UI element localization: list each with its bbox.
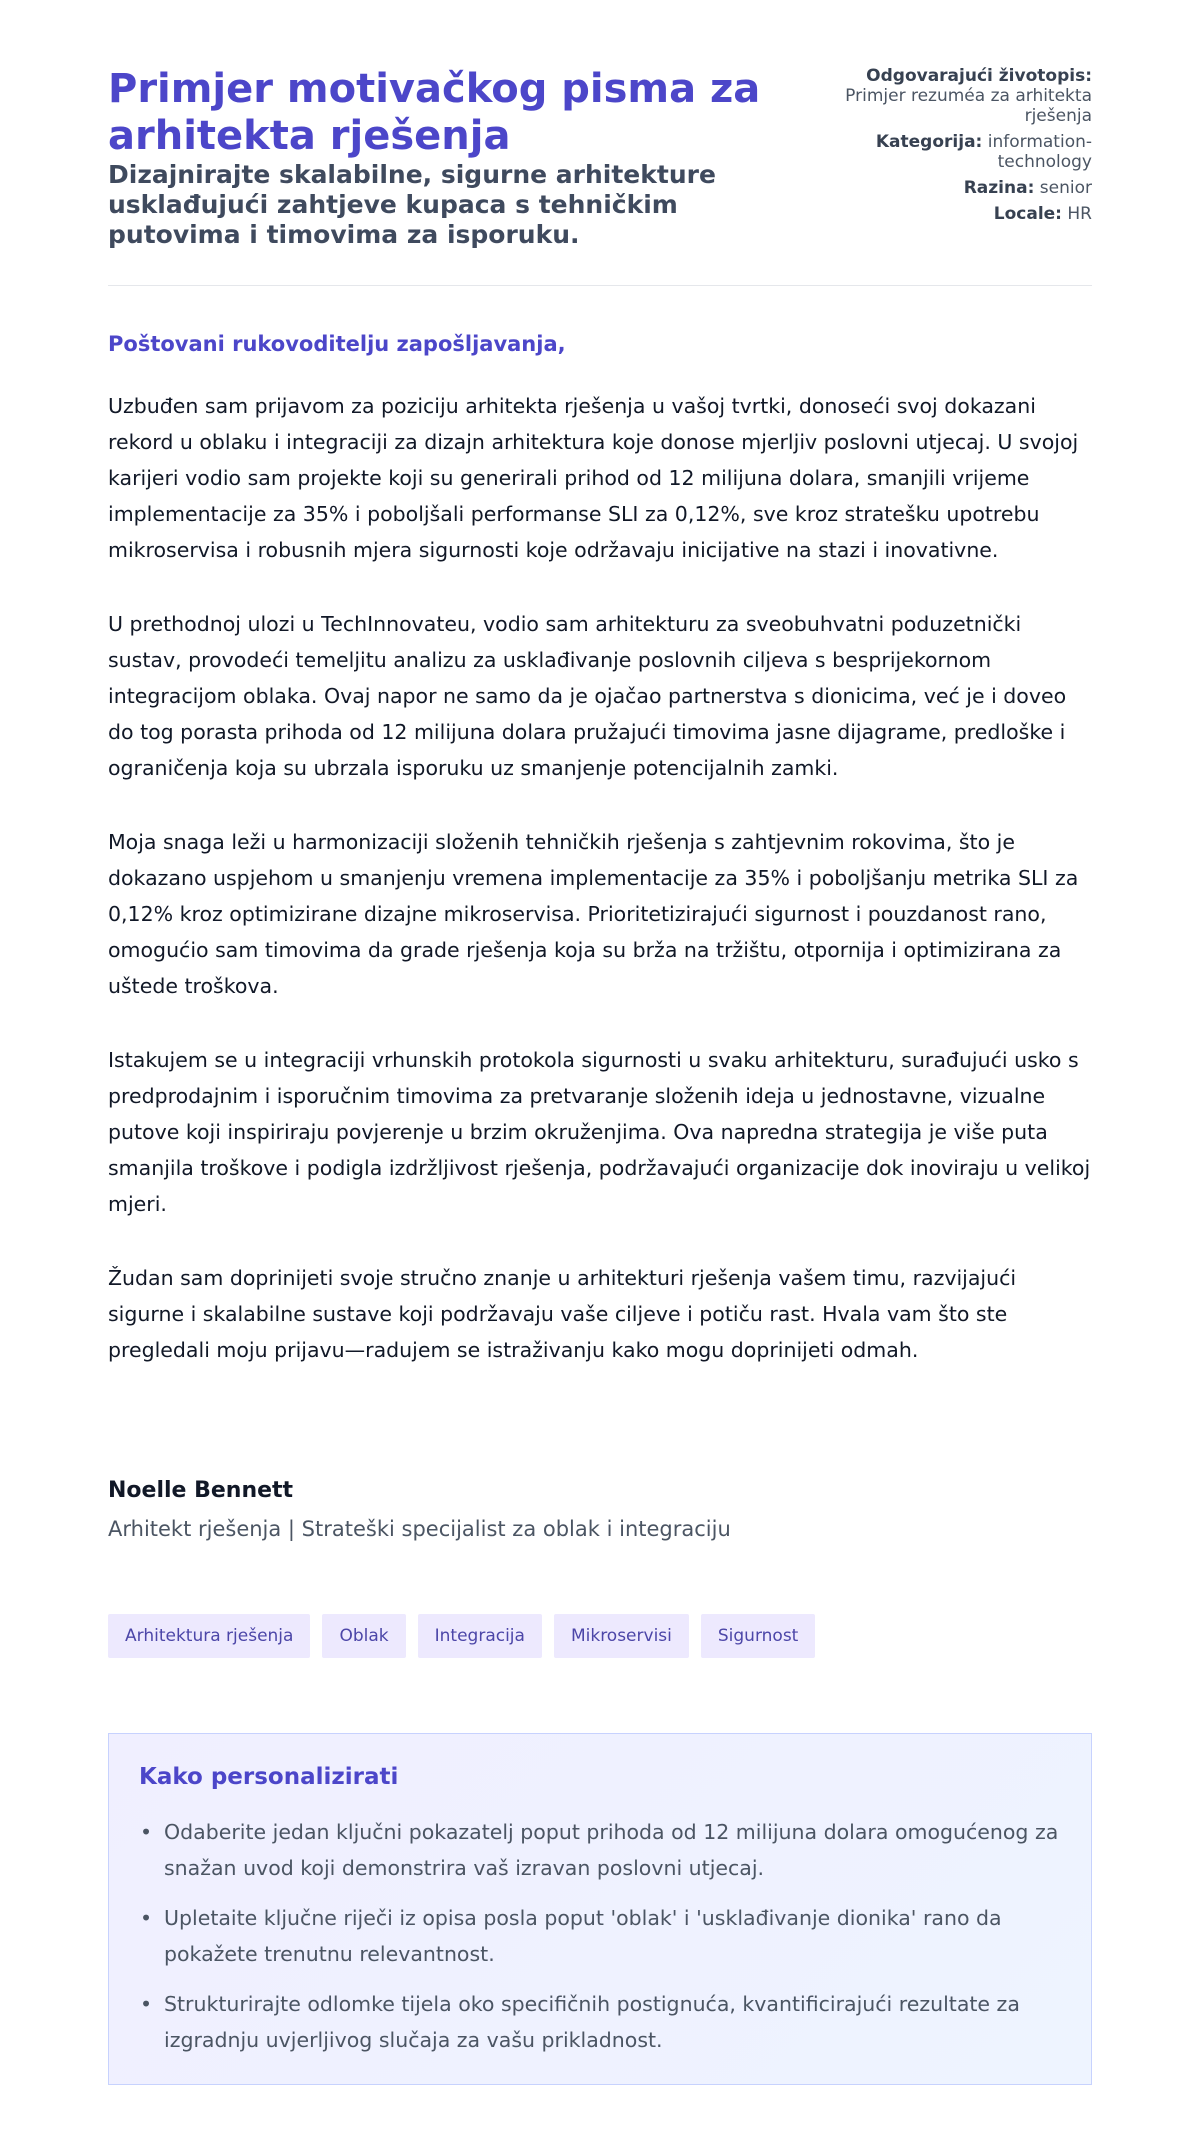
letter-paragraph: Moja snaga leži u harmonizaciji složenih tehničkih rješenja s zahtjevnim rokovima, što je dokazano uspjehom u smanjenju vremena implementacije za 35% i poboljšanju metrika SLI za 0,12% kroz optimizirane dizajne mikroservisa. Prioritetizirajući sigurnost i pouzdanost rano, omogućio sam timovima da grade rješenja koja su brža na tržištu, otpornija i optimizirana za uštede troškova. bbox=[108, 830, 1079, 998]
tag-mikroservisi[interactable]: Mikroservisi bbox=[554, 1614, 689, 1658]
signature-name: Noelle Bennett bbox=[108, 1478, 294, 1503]
meta-level-value: senior bbox=[1039, 178, 1092, 198]
meta-category bbox=[792, 132, 1092, 172]
tips-item: • Strukturirajte odlomke tijela oko specifičnih postignuća, kvantificirajući rezultate za izgradnju uvjerljivog slučaja za vašu prikladnost. bbox=[164, 1986, 1061, 2058]
letter-body bbox=[108, 388, 1092, 1406]
tag-oblak[interactable]: Oblak bbox=[322, 1614, 405, 1658]
meta-locale-value: HR bbox=[1067, 204, 1092, 224]
letter-greeting: Poštovani rukovoditelju zapošljavanja, bbox=[108, 332, 566, 356]
tips-list bbox=[139, 1814, 1061, 2058]
page-title: Primjer motivačkog pisma za arhitekta rješenja bbox=[108, 66, 761, 159]
tag-integracija[interactable]: Integracija bbox=[418, 1614, 542, 1658]
meta-locale bbox=[792, 204, 1092, 224]
meta-resume-value[interactable]: Primjer rezuméa za arhitekta rješenja bbox=[845, 86, 1092, 126]
meta-resume-label: Odgovarajući životopis: bbox=[866, 66, 1092, 86]
tips-item: • Upletaite ključne riječi iz opisa posla poput 'oblak' i 'usklađivanje dionika' rano da pokažete trenutnu relevantnost. bbox=[164, 1900, 1061, 1972]
letter-header bbox=[108, 0, 1092, 286]
meta-level-label: Razina: bbox=[963, 178, 1035, 198]
tips-item: • Odaberite jedan ključni pokazatelj poput prihoda od 12 milijuna dolara omogućenog za snažan uvod koji demonstrira vaš izravan poslovni utjecaj. bbox=[164, 1814, 1061, 1886]
tips-title: Kako personalizirati bbox=[139, 1764, 399, 1790]
title-block bbox=[108, 66, 808, 250]
meta-category-value: information-technology bbox=[987, 132, 1092, 172]
letter-paragraph: Uzbuđen sam prijavom za poziciju arhitekta rješenja u vašoj tvrtki, donoseći svoj dokazani rekord u oblaku i integraciji za dizajn arhitektura koje donose mjerljiv poslovni utjecaj. U svojoj karijeri vodio sam projekte koji su generirali prihod od 12 milijuna dolara, smanjili vrijeme implementacije za 35% i poboljšali performanse SLI za 0,12%, sve kroz stratešku upotrebu mikroservisa i robusnih mjera sigurnosti koje održavaju inicijative na stazi i inovativne. bbox=[108, 394, 1079, 562]
letter-paragraph: Žudan sam doprinijeti svoje stručno znanje u arhitekturi rješenja vašem timu, razvijajući sigurne i skalabilne sustave koji podržavaju vaše ciljeve i potiču rast. Hvala vam što ste pregledali moju prijavu—radujem se istraživanju kako mogu doprinijeti odmah. bbox=[108, 1266, 1017, 1362]
letter-paragraph: U prethodnoj ulozi u TechInnovateu, vodio sam arhitekturu za sveobuhvatni poduzetnički sustav, provodeći temeljitu analizu za usklađivanje poslovnih ciljeva s besprijekornom integracijom oblaka. Ovaj napor ne samo da je ojačao partnerstva s dionicima, već je i doveo do tog porasta prihoda od 12 milijuna dolara pružajući timovima jasne dijagrame, predloške i ograničenja koja su ubrzala isporuku uz smanjenje potencijalnih zamki. bbox=[108, 612, 1067, 780]
tag-sigurnost[interactable]: Sigurnost bbox=[701, 1614, 815, 1658]
signature-block bbox=[108, 1478, 731, 1541]
skill-tags bbox=[108, 1614, 815, 1658]
page-subtitle: Dizajnirajte skalabilne, sigurne arhitekture usklađujući zahtjeve kupaca s tehničkim putovima i timovima za isporuku. bbox=[108, 160, 716, 249]
meta-locale-label: Locale: bbox=[993, 204, 1062, 224]
tag-arhitektura-rjesenja[interactable]: Arhitektura rješenja bbox=[108, 1614, 310, 1658]
meta-resume bbox=[792, 66, 1092, 126]
signature-role: Arhitekt rješenja | Strateški specijalist za oblak i integraciju bbox=[108, 1517, 731, 1541]
meta-panel bbox=[792, 66, 1092, 230]
letter-paragraph: Istakujem se u integraciji vrhunskih protokola sigurnosti u svaku arhitekturu, surađujući usko s predprodajnim i isporučnim timovima za pretvaranje složenih ideja u jednostavne, vizualne putove koji inspiriraju povjerenje u brzim okruženjima. Ova napredna strategija je više puta smanjila troškove i podigla izdržljivost rješenja, podržavajući organizacije dok inoviraju u velikoj mjeri. bbox=[108, 1048, 1091, 1216]
meta-category-label: Kategorija: bbox=[875, 132, 983, 152]
meta-level bbox=[792, 178, 1092, 198]
personalization-tips bbox=[108, 1733, 1092, 2085]
